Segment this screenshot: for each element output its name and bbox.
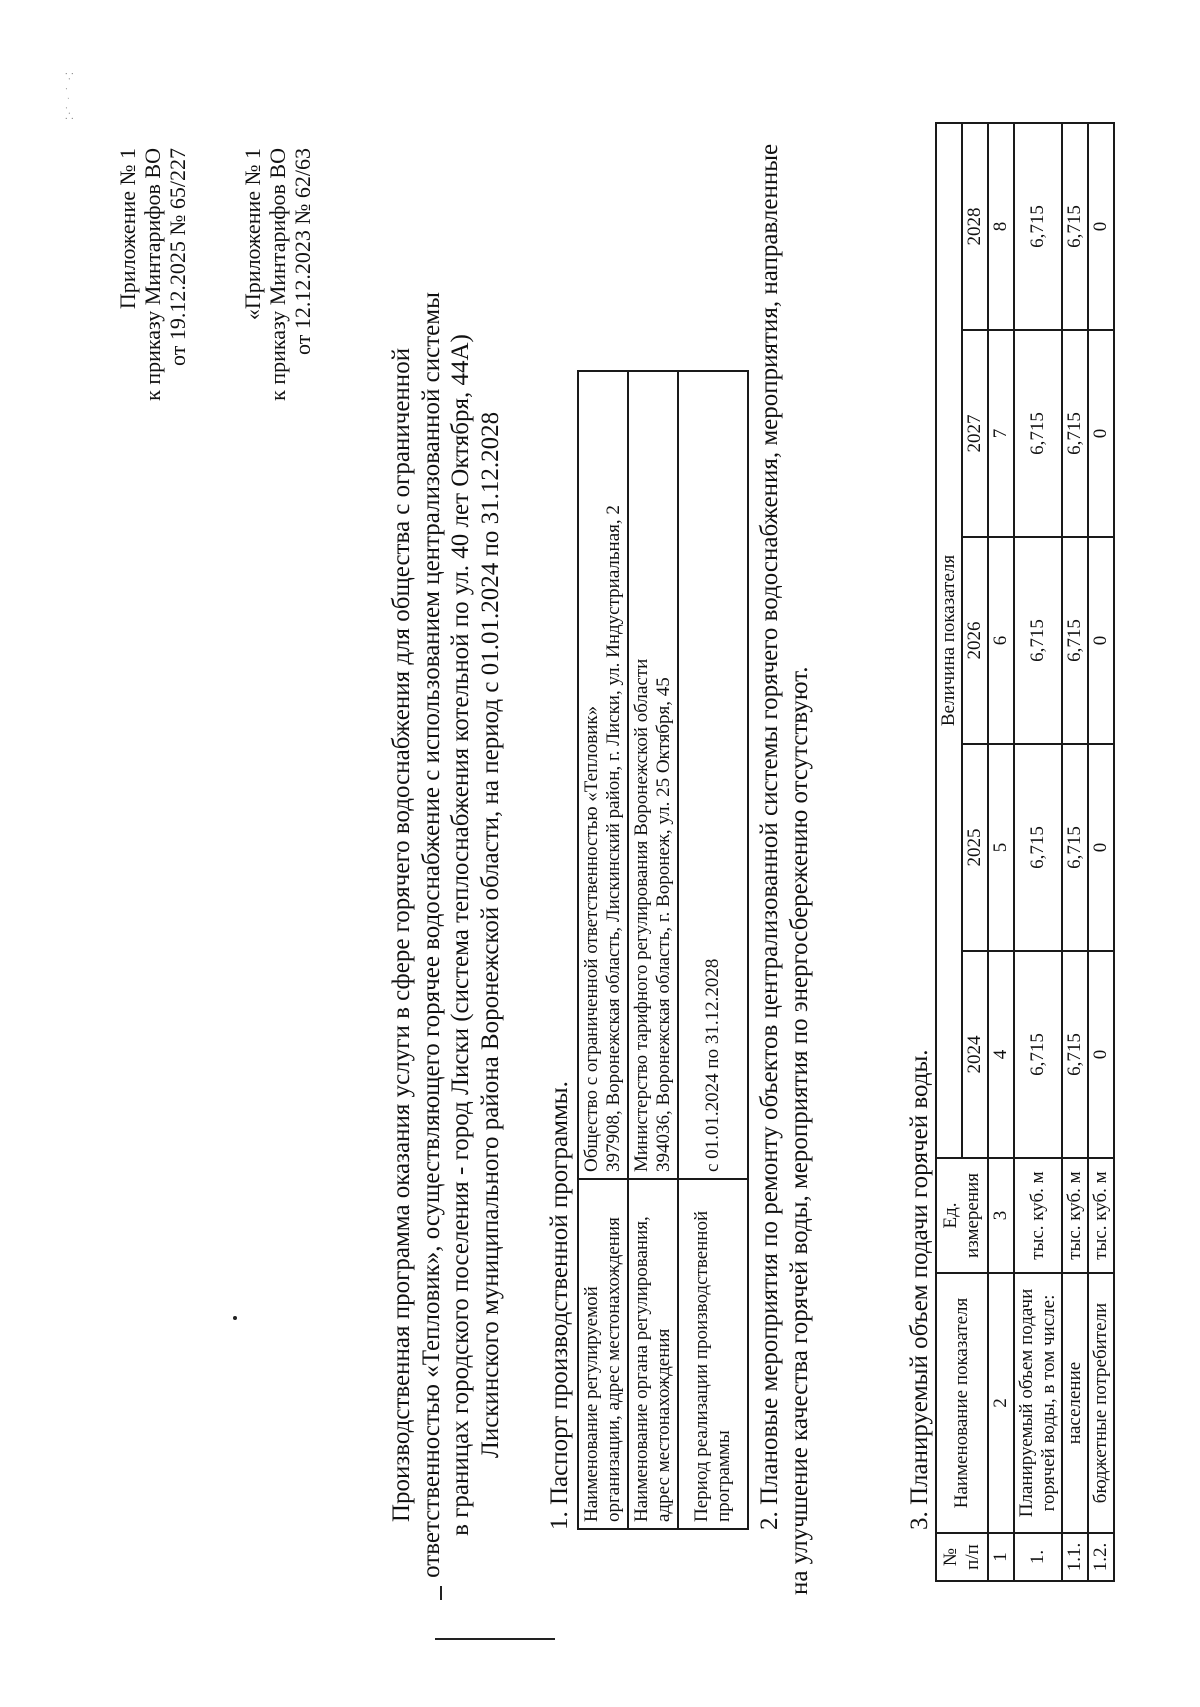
header-year: 2024 xyxy=(962,951,988,1158)
volume-index-row xyxy=(988,123,1014,1581)
passport-value-line1: Министерство тарифного регулирования Воронежской области xyxy=(631,658,652,1172)
index-cell: 6 xyxy=(988,537,1014,744)
index-cell: 8 xyxy=(988,123,1014,330)
row-value: 0 xyxy=(1088,330,1114,537)
table-row xyxy=(1014,123,1062,1581)
index-cell: 1 xyxy=(988,1533,1014,1581)
row-value: 6,715 xyxy=(1014,744,1062,951)
row-no: 1.1. xyxy=(1062,1533,1088,1581)
row-unit: тыс. куб. м xyxy=(1014,1158,1062,1273)
title-line3: в границах городского поселения - город Лиски (система теплоснабжения котельной по ул. 40 лет Октября, 44А) xyxy=(447,334,474,1536)
passport-value-line1: с 01.01.2024 по 31.12.2028 xyxy=(702,958,723,1172)
index-cell: 5 xyxy=(988,744,1014,951)
header-value-group: Величина показателя xyxy=(936,123,962,1158)
header-year: 2028 xyxy=(962,123,988,330)
passport-value-line2: 397908, Воронежская область, Лискинский район, г. Лиски, ул. Индустриальная, 2 xyxy=(603,505,624,1172)
row-value: 6,715 xyxy=(1014,951,1062,1158)
appendix-current xyxy=(115,148,190,401)
passport-label: Наименование органа регулирования, адрес местонахождения xyxy=(628,1179,678,1529)
passport-value xyxy=(678,371,748,1179)
section2-text: 2. Плановые мероприятия по ремонту объектов централизованной системы горячего водоснабжения, мероприятия, направленные на улучшение качества горячей воды, мероприятия по энергосбережению отсутствуют. xyxy=(756,143,813,1595)
row-value: 6,715 xyxy=(1062,951,1088,1158)
header-year: 2027 xyxy=(962,330,988,537)
header-year: 2026 xyxy=(962,537,988,744)
row-value: 6,715 xyxy=(1062,123,1088,330)
row-value: 0 xyxy=(1088,537,1114,744)
row-value: 6,715 xyxy=(1014,123,1062,330)
header-name: Наименование показателя xyxy=(936,1273,988,1533)
header-unit: Ед. измерения xyxy=(936,1158,988,1273)
title-line1: Производственная программа оказания услуги в сфере горячего водоснабжения для общества с ограниченной xyxy=(388,347,415,1523)
volume-header-row xyxy=(936,123,962,1581)
row-value: 0 xyxy=(1088,744,1114,951)
appendix-previous xyxy=(240,148,315,401)
volume-table xyxy=(935,122,1115,1582)
row-unit: тыс. куб. м xyxy=(1062,1158,1088,1273)
section3-heading: 3. Планируемый объем подачи горячей воды. xyxy=(906,1049,933,1530)
document-title xyxy=(387,250,505,1620)
passport-row xyxy=(628,371,678,1529)
appendix-previous-line3: от 12.12.2023 № 62/63 xyxy=(290,148,315,355)
passport-row xyxy=(678,371,748,1529)
rotated-document-page xyxy=(55,60,1135,1660)
row-no: 1.2. xyxy=(1088,1533,1114,1581)
table-row xyxy=(1062,123,1088,1581)
passport-table xyxy=(577,370,749,1530)
row-value: 6,715 xyxy=(1014,330,1062,537)
row-no: 1. xyxy=(1014,1533,1062,1581)
index-cell: 4 xyxy=(988,951,1014,1158)
title-line2: ответственностью «Тепловик», осуществляющего горячее водоснабжение с использованием централизованной системы xyxy=(417,292,445,1578)
row-name: население xyxy=(1062,1273,1088,1533)
passport-label: Период реализации производственной программы xyxy=(678,1179,748,1529)
header-no: № п/п xyxy=(936,1533,988,1581)
row-value: 6,715 xyxy=(1062,537,1088,744)
index-cell: 2 xyxy=(988,1273,1014,1533)
passport-label: Наименование регулируемой организации, адрес местонахождения xyxy=(578,1179,628,1529)
passport-value xyxy=(628,371,678,1179)
scan-marks: ⁚·˙ ˑ ˙ ·⁚ xyxy=(65,70,76,120)
row-value: 6,715 xyxy=(1062,330,1088,537)
margin-line xyxy=(435,1638,555,1640)
index-cell: 7 xyxy=(988,330,1014,537)
passport-value-line1: Общество с ограниченной ответственностью «Тепловик» xyxy=(581,705,602,1172)
appendix-previous-line2: к приказу Минтарифов ВО xyxy=(265,148,290,401)
title-line4: Лискинского муниципального района Воронежской области, на период с 01.01.2024 по 31.12.2028 xyxy=(476,411,504,1459)
row-unit: тыс. куб. м xyxy=(1088,1158,1114,1273)
row-name: Планируемый объем подачи горячей воды, в том числе: xyxy=(1014,1273,1062,1533)
appendix-previous-line1: «Приложение № 1 xyxy=(240,148,265,321)
row-value: 0 xyxy=(1088,123,1114,330)
section1-heading: 1. Паспорт производственной программы. xyxy=(546,1081,573,1530)
row-name: бюджетные потребители xyxy=(1088,1273,1114,1533)
appendix-current-line2: к приказу Минтарифов ВО xyxy=(140,148,165,401)
scan-dot xyxy=(233,1316,237,1320)
table-row xyxy=(1088,123,1114,1581)
passport-value xyxy=(578,371,628,1179)
header-year: 2025 xyxy=(962,744,988,951)
index-cell: 3 xyxy=(988,1158,1014,1273)
appendix-current-line3: от 19.12.2025 № 65/227 xyxy=(165,148,190,366)
row-value: 0 xyxy=(1088,951,1114,1158)
passport-value-line2: 394036, Воронежская область, г. Воронеж, ул. 25 Октября, 45 xyxy=(653,677,674,1172)
row-value: 6,715 xyxy=(1062,744,1088,951)
passport-row xyxy=(578,371,628,1529)
row-value: 6,715 xyxy=(1014,537,1062,744)
appendix-current-line1: Приложение № 1 xyxy=(115,148,140,310)
